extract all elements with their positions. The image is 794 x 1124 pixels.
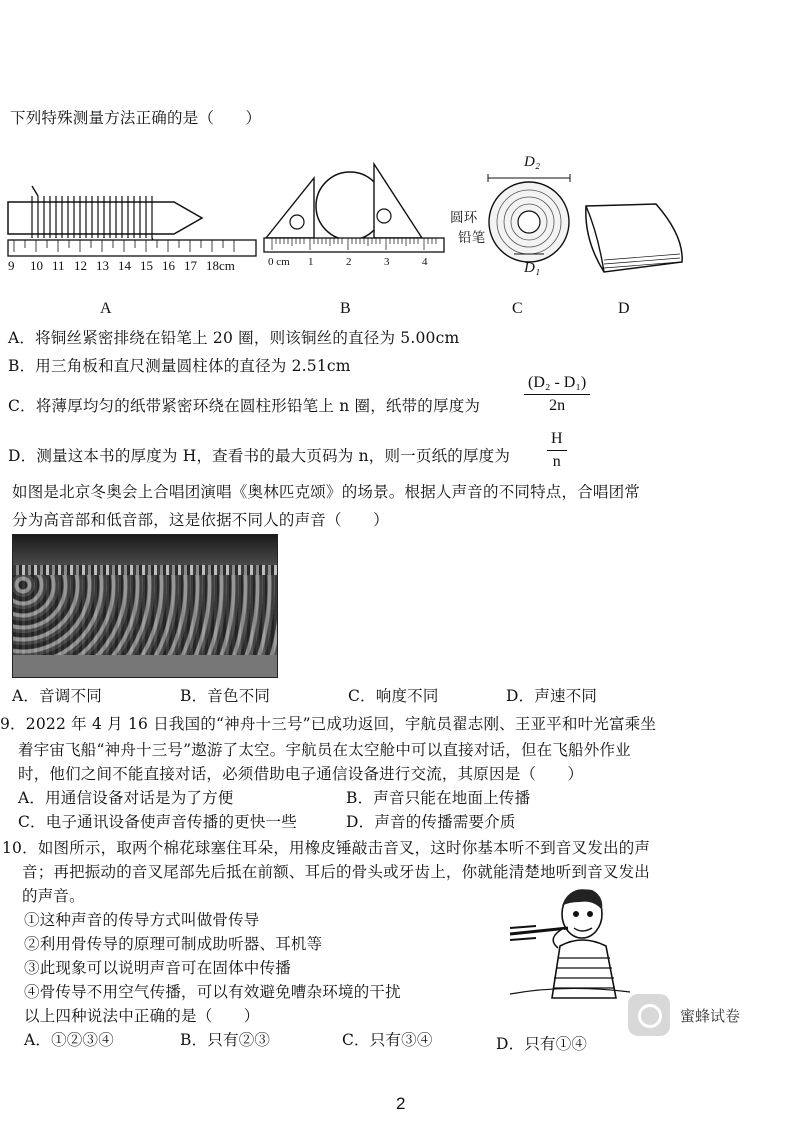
ruler-b-tick-2: 2 bbox=[346, 256, 352, 268]
ruler-b-tick-0: 0 cm bbox=[268, 256, 290, 268]
q10-statement-2: ②利用骨传导的原理可制成助听器、耳机等 bbox=[24, 935, 323, 953]
fig-label-a: A bbox=[100, 300, 112, 317]
fraction-d bbox=[547, 430, 567, 471]
watermark-text: 蜜蜂试卷 bbox=[680, 1007, 741, 1025]
q10-ask: 以上四种说法中正确的是（ ） bbox=[24, 1007, 260, 1025]
choir-stem-line2: 分为高音部和低音部，这是依据不同人的声音（ ） bbox=[12, 511, 389, 529]
tick-18cm: 18cm bbox=[206, 258, 235, 273]
tick-12: 12 bbox=[74, 258, 87, 273]
fraction-d-den: n bbox=[552, 453, 561, 470]
mifeng-logo-icon bbox=[628, 994, 670, 1036]
q9-stem-line3: 时，他们之间不能直接对话，必须借助电子通信设备进行交流，其原因是（ ） bbox=[18, 765, 584, 783]
fraction-c-num: (D₂ - D₁) bbox=[524, 374, 590, 395]
tick-14: 14 bbox=[118, 258, 131, 273]
choir-option-d: D．声速不同 bbox=[506, 687, 598, 705]
q10-option-c: C．只有③④ bbox=[342, 1031, 433, 1049]
fraction-c-den: 2n bbox=[549, 397, 566, 414]
label-pencil: 铅笔 bbox=[458, 230, 486, 246]
fig-label-c: C bbox=[512, 300, 523, 317]
q10-statement-4: ④骨传导不用空气传播，可以有效避免嘈杂环境的干扰 bbox=[24, 983, 401, 1001]
figure-d-book bbox=[580, 200, 690, 280]
label-d2: D₂ bbox=[524, 154, 541, 170]
tick-13: 13 bbox=[96, 258, 109, 273]
fig-label-d: D bbox=[618, 300, 630, 317]
option-b: B．用三角板和直尺测量圆柱体的直径为 2.51cm bbox=[8, 357, 351, 375]
q10-option-a: A．①②③④ bbox=[24, 1031, 114, 1049]
tick-11: 11 bbox=[52, 258, 65, 273]
choir-option-a: A．音调不同 bbox=[12, 687, 102, 705]
q9-option-a: A．用通信设备对话是为了方便 bbox=[18, 789, 234, 807]
option-c: C．将薄厚均匀的纸带紧密环绕在圆柱形铅笔上 n 圈，纸带的厚度为 bbox=[8, 397, 481, 415]
ruler-b-tick-4: 4 bbox=[422, 256, 428, 268]
option-d: D．测量这本书的厚度为 H，查看书的最大页码为 n，则一页纸的厚度为 bbox=[8, 447, 511, 465]
q9-option-d: D．声音的传播需要介质 bbox=[346, 813, 516, 831]
q10-stem-line3: 的声音。 bbox=[22, 887, 85, 905]
choir-photo bbox=[12, 534, 278, 678]
fraction-c bbox=[524, 374, 590, 415]
q9-option-b: B．声音只能在地面上传播 bbox=[346, 789, 531, 807]
page-number: 2 bbox=[396, 1094, 406, 1113]
tick-17: 17 bbox=[184, 258, 197, 273]
q9-stem-line2: 着宇宙飞船“神舟十三号”遨游了太空。宇航员在太空舱中可以直接对话，但在飞船外作业 bbox=[18, 741, 631, 759]
tick-15: 15 bbox=[140, 258, 153, 273]
q10-statement-3: ③此现象可以说明声音可在固体中传播 bbox=[24, 959, 291, 977]
figure-b-triangles-cylinder bbox=[262, 160, 446, 256]
ruler-a-tick bbox=[8, 258, 15, 274]
tick-16: 16 bbox=[162, 258, 175, 273]
tick-10: 10 bbox=[30, 258, 43, 273]
question-stem: 下列特殊测量方法正确的是（ ） bbox=[10, 109, 262, 127]
ruler-b-tick-1: 1 bbox=[308, 256, 314, 268]
q9-option-c: C．电子通讯设备使声音传播的更快一些 bbox=[18, 813, 297, 831]
q10-stem-line1: 10．如图所示，取两个棉花球塞住耳朵，用橡皮锤敲击音叉，这时你基本听不到音叉发出的声 bbox=[2, 839, 651, 857]
q10-option-d: D．只有①④ bbox=[496, 1035, 588, 1053]
q10-option-b: B．只有②③ bbox=[180, 1031, 271, 1049]
q9-stem-line1: 9．2022 年 4 月 16 日我国的“神舟十三号”已成功返回，宇航员翟志刚、王亚平和叶光富乘坐 bbox=[0, 715, 657, 733]
label-ring: 圆环 bbox=[450, 210, 478, 226]
fig-label-b: B bbox=[340, 300, 351, 317]
label-d1: D₁ bbox=[524, 260, 541, 276]
figure-c-tape-ring bbox=[484, 170, 576, 270]
boy-tuning-fork-illustration bbox=[506, 884, 634, 1002]
ruler-b-tick-3: 3 bbox=[384, 256, 390, 268]
fraction-d-num: H bbox=[547, 430, 567, 451]
q10-statement-1: ①这种声音的传导方式叫做骨传导 bbox=[24, 911, 260, 929]
option-a: A．将铜丝紧密排绕在铅笔上 20 圈，则该铜丝的直径为 5.00cm bbox=[8, 329, 460, 347]
q10-stem-line2: 音；再把振动的音叉尾部先后抵在前额、耳后的骨头或牙齿上，你就能清楚地听到音叉发出 bbox=[22, 863, 651, 881]
tick-9: 9 bbox=[8, 258, 15, 273]
choir-stem-line1: 如图是北京冬奥会上合唱团演唱《奥林匹克颂》的场景。根据人声音的不同特点，合唱团常 bbox=[12, 483, 641, 501]
choir-option-c: C．响度不同 bbox=[348, 687, 439, 705]
choir-option-b: B．音色不同 bbox=[180, 687, 271, 705]
